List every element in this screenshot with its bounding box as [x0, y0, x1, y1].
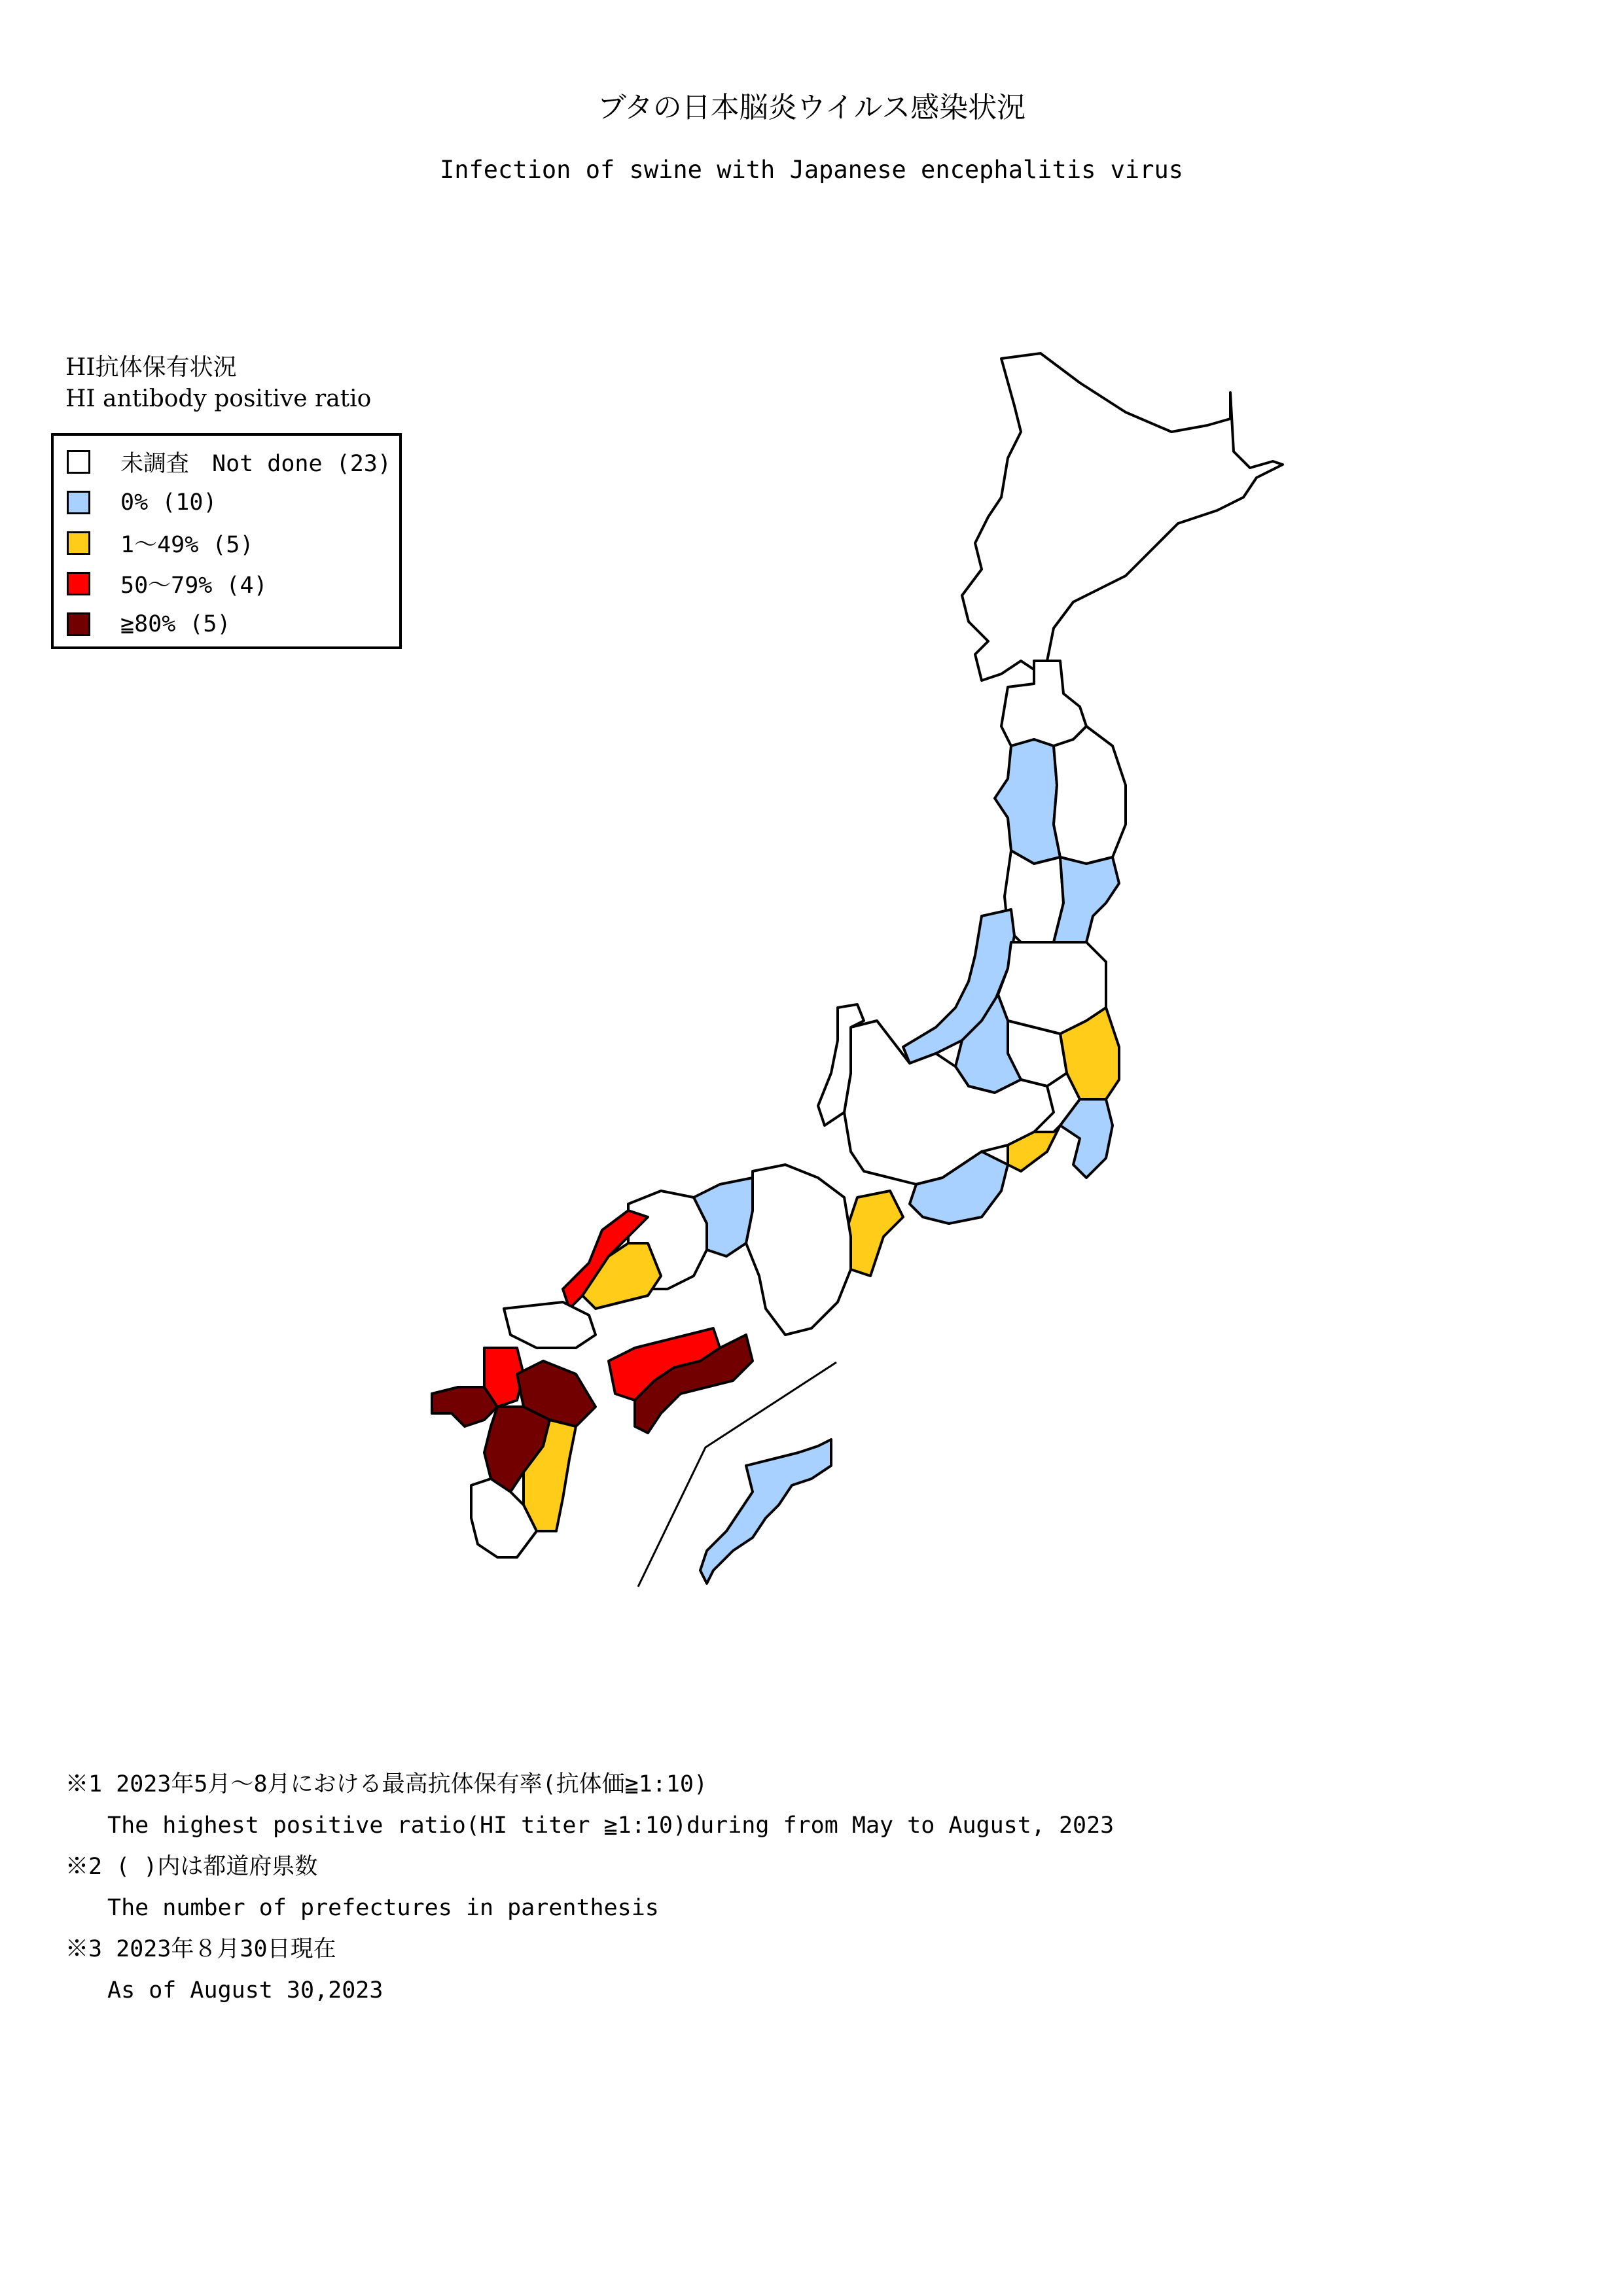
region-akita	[995, 739, 1060, 864]
legend-label-mid: 50～79% (4)	[120, 573, 268, 599]
page-title: ブタの日本脳炎ウイルス感染状況	[597, 91, 1026, 124]
note-3-en: As of August 30,2023	[107, 1977, 383, 2004]
note-3: ※3 2023年８月30日現在	[65, 1936, 336, 1962]
note-1: ※1 2023年5月～8月における最高抗体保有率(抗体価≧1:10)	[65, 1771, 708, 1797]
region-saga-nagasaki	[432, 1387, 497, 1426]
legend-label-zero: 0% (10)	[120, 489, 217, 516]
note-1-en: The highest positive ratio(HI titer ≧1:10)during from May to August, 2023	[107, 1812, 1115, 1839]
region-miyagi	[1054, 857, 1119, 942]
region-aomori	[1001, 661, 1086, 746]
region-chiba	[1060, 1099, 1113, 1178]
note-2: ※2 ( )内は都道府県数	[65, 1854, 318, 1880]
legend-label-not-done: 未調査 Not done (23)	[120, 451, 391, 477]
region-hokkaido	[962, 353, 1283, 680]
region-yamaguchi	[504, 1302, 596, 1348]
region-okinawa	[700, 1439, 831, 1583]
region-aichi	[844, 1191, 903, 1276]
region-iwate	[1054, 726, 1126, 864]
legend-heading-ja: HI抗体保有状況	[65, 354, 237, 381]
note-2-en: The number of prefectures in parenthesis	[107, 1895, 659, 1921]
page-subtitle: Infection of swine with Japanese encephalitis virus	[439, 156, 1184, 184]
legend-label-low: 1～49% (5)	[120, 532, 254, 558]
region-kinki	[746, 1165, 851, 1335]
legend-heading-en: HI antibody positive ratio	[65, 385, 372, 412]
legend-label-high: ≧80% (5)	[120, 611, 231, 637]
notes	[65, 1764, 1114, 2011]
